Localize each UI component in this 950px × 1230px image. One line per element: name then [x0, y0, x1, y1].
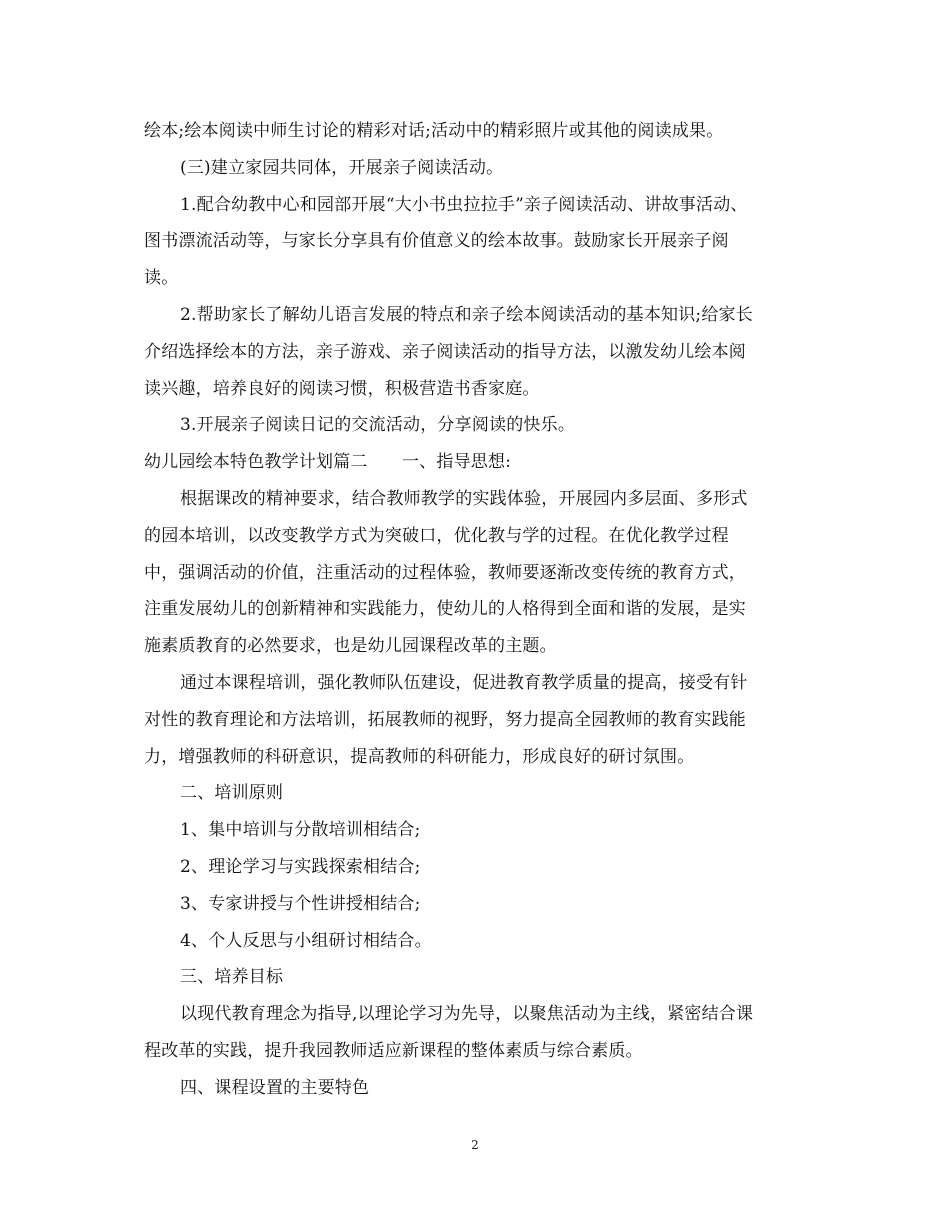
chapter-heading: 幼儿园绘本特色教学计划篇二 一、指导思想:: [144, 452, 512, 473]
text-line: 绘本;绘本阅读中师生讨论的精彩对话;活动中的精彩照片或其他的阅读成果。: [144, 121, 724, 141]
document-body: [144, 113, 824, 1107]
text-line: 注重发展幼儿的创新精神和实践能力，使幼儿的人格得到全面和谐的发展，是实: [144, 599, 746, 620]
text-line: 介绍选择绘本的方法，亲子游戏、亲子阅读活动的指导方法，以激发幼儿绘本阅: [144, 341, 746, 362]
text-line: 3.开展亲子阅读日记的交流活动，分享阅读的快乐。: [180, 415, 576, 436]
text-line: 以现代教育理念为指导,以理论学习为先导，以聚焦活动为主线，紧密结合课: [180, 1004, 754, 1025]
list-item: 3、专家讲授与个性讲授相结合;: [180, 893, 421, 914]
text-line: 中，强调活动的价值，注重活动的过程体验，教师要逐渐改变传统的教育方式，: [144, 562, 746, 583]
text-line: 图书漂流活动等，与家长分享具有价值意义的绘本故事。鼓励家长开展亲子阅: [144, 231, 729, 252]
list-item: 2、理论学习与实践探索相结合;: [180, 856, 421, 877]
section-heading: (三)建立家园共同体，开展亲子阅读活动。: [180, 157, 504, 178]
list-item: 1、集中培训与分散培训相结合;: [180, 820, 421, 841]
section-heading: 四、课程设置的主要特色: [180, 1077, 370, 1098]
text-line: 力，增强教师的科研意识，提高教师的科研能力，形成良好的研讨氛围。: [144, 746, 695, 767]
text-line: 对性的教育理论和方法培训，拓展教师的视野，努力提高全园教师的教育实践能: [144, 709, 746, 730]
text-line: 通过本课程培训，强化教师队伍建设，促进教育教学质量的提高，接受有针: [180, 672, 748, 693]
text-line: 读兴趣，培养良好的阅读习惯，积极营造书香家庭。: [144, 378, 540, 399]
text-line: 读。: [144, 268, 179, 289]
list-item: 4、个人反思与小组研讨相结合。: [180, 930, 432, 951]
text-line: 程改革的实践，提升我园教师适应新课程的整体素质与综合素质。: [144, 1040, 643, 1061]
section-heading: 三、培养目标: [180, 967, 284, 988]
text-line: 1.配合幼教中心和园部开展“大小书虫拉拉手”亲子阅读活动、讲故事活动、: [180, 194, 748, 215]
text-line: 2.帮助家长了解幼儿语言发展的特点和亲子绘本阅读活动的基本知识;给家长: [180, 304, 753, 325]
page-number: 2: [471, 1138, 479, 1152]
text-line: 施素质教育的必然要求，也是幼儿园课程改革的主题。: [144, 636, 557, 657]
text-line: 的园本培训，以改变教学方式为突破口，优化教与学的过程。在优化教学过程: [144, 525, 729, 546]
section-heading: 二、培训原则: [180, 783, 284, 804]
text-line: 根据课改的精神要求，结合教师教学的实践体验，开展园内多层面、多形式: [180, 488, 748, 509]
